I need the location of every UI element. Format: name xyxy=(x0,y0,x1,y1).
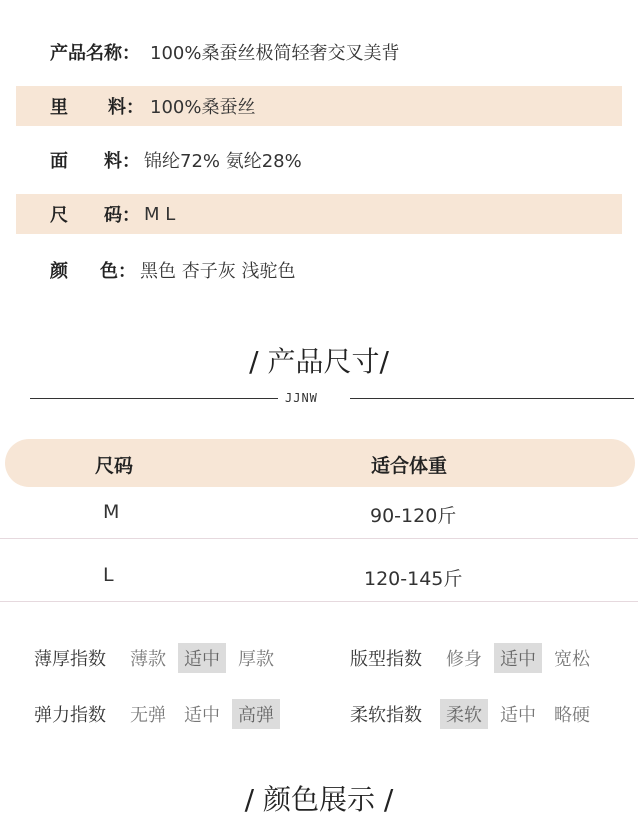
color-label-char: 颜 xyxy=(50,261,68,282)
size-label-char: 尺 xyxy=(50,205,68,226)
option-firm: 略硬 xyxy=(554,705,590,726)
size-table-header xyxy=(5,439,635,487)
info-row-name xyxy=(16,32,622,72)
lining-label-char: 里 xyxy=(50,97,68,118)
option-medium-soft: 适中 xyxy=(500,705,536,726)
thickness-index xyxy=(34,643,286,673)
lining-label: 料： xyxy=(108,97,144,118)
fabric-label-char: 面 xyxy=(50,151,68,172)
header-size: 尺码 xyxy=(95,455,134,477)
thickness-index-label: 薄厚指数 xyxy=(34,649,106,670)
row-divider xyxy=(0,601,638,602)
option-regular: 适中 xyxy=(494,643,542,673)
option-thin: 薄款 xyxy=(130,649,166,670)
option-soft: 柔软 xyxy=(440,699,488,729)
table-row xyxy=(0,550,638,600)
product-name-value: 100%桑蚕丝极简轻奢交叉美背 xyxy=(150,43,400,64)
fit-index-label: 版型指数 xyxy=(350,649,422,670)
option-slim: 修身 xyxy=(446,649,482,670)
softness-index-label: 柔软指数 xyxy=(350,705,422,726)
color-label: 色： xyxy=(100,261,136,282)
option-no-stretch: 无弹 xyxy=(130,705,166,726)
option-medium: 适中 xyxy=(178,643,226,673)
divider-right xyxy=(350,398,634,399)
info-row-size xyxy=(16,194,622,234)
size-value: M L xyxy=(144,203,176,225)
size-section-title: / 产品尺寸/ xyxy=(249,345,389,378)
row-divider xyxy=(0,538,638,539)
option-loose: 宽松 xyxy=(554,649,590,670)
softness-index xyxy=(350,699,602,729)
color-value: 黑色 杏子灰 浅驼色 xyxy=(140,261,296,282)
header-weight: 适合体重 xyxy=(371,455,448,477)
fabric-value: 锦纶72% 氨纶28% xyxy=(144,151,302,172)
product-name-label: 产品名称： xyxy=(50,43,140,64)
option-medium-stretch: 适中 xyxy=(184,705,220,726)
row-weight: 120-145斤 xyxy=(364,568,463,590)
row-size: L xyxy=(103,564,114,586)
info-row-color xyxy=(16,250,622,290)
option-high-stretch: 高弹 xyxy=(232,699,280,729)
info-row-lining xyxy=(16,86,622,126)
lining-value: 100%桑蚕丝 xyxy=(150,97,256,118)
divider-left xyxy=(30,398,278,399)
fabric-label: 料： xyxy=(104,151,140,172)
row-size: M xyxy=(103,501,120,523)
table-row xyxy=(0,487,638,537)
elasticity-index xyxy=(34,699,286,729)
info-row-fabric xyxy=(16,140,622,180)
fit-index xyxy=(350,643,602,673)
color-section-title: / 颜色展示 / xyxy=(244,783,394,816)
brand-logo: JJNW xyxy=(285,391,318,405)
option-thick: 厚款 xyxy=(238,649,274,670)
elasticity-index-label: 弹力指数 xyxy=(34,705,106,726)
size-label: 码： xyxy=(104,205,140,226)
row-weight: 90-120斤 xyxy=(370,505,457,527)
